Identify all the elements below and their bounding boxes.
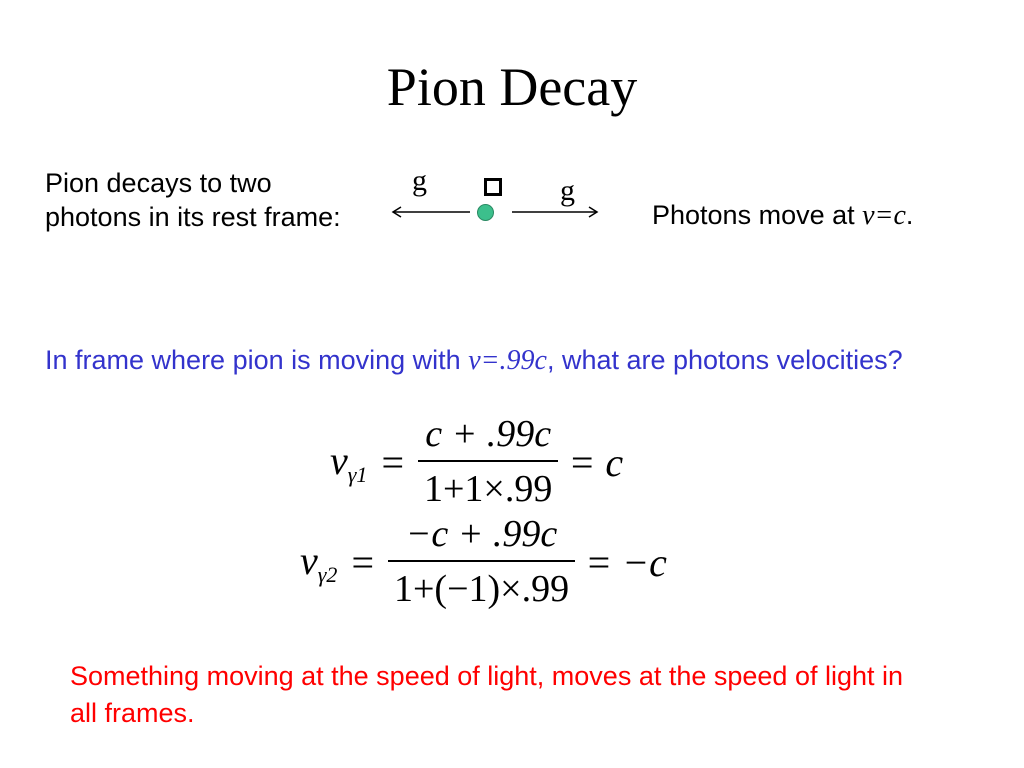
question-before: In frame where pion is moving with	[45, 345, 469, 375]
equation-2-variable: v	[300, 537, 318, 583]
pion-dot	[477, 204, 494, 221]
question-text	[45, 342, 985, 379]
equation-1-variable: v	[330, 437, 348, 483]
pion-box-symbol	[484, 178, 502, 196]
equation-2-result: = −c	[585, 539, 667, 585]
equation-2-fraction-bar	[388, 560, 575, 562]
equation-2-fraction	[388, 512, 575, 612]
equation-1-numerator: c + .99c	[425, 413, 552, 455]
equation-gamma2	[300, 512, 667, 612]
equation-1-subscript: γ1	[347, 461, 368, 487]
right-arrow-icon	[512, 205, 600, 219]
slide-title: Pion Decay	[386, 57, 638, 117]
photons-speed-suffix: .	[905, 200, 914, 230]
photons-speed-prefix: Photons move at	[652, 200, 863, 230]
equation-2-lhs	[300, 537, 337, 588]
equation-gamma1	[330, 412, 623, 512]
conclusion-text: Something moving at the speed of light, moves at the speed of light in all frames.	[70, 661, 904, 728]
equation-1-fraction-bar	[418, 460, 558, 462]
gamma-left-label: g	[412, 164, 427, 197]
intro-text: Pion decays to two photons in its rest frame:	[45, 168, 341, 232]
question-after: , what are photons velocities?	[546, 345, 903, 375]
equation-1-fraction	[418, 412, 558, 512]
equation-1-lhs	[330, 437, 367, 488]
equation-2-equals: =	[351, 539, 374, 585]
photons-speed-formula: v=c	[862, 200, 906, 231]
equation-2-denominator: 1+(−1)×.99	[394, 568, 570, 610]
equation-1-result: = c	[568, 439, 624, 485]
photons-speed-text	[652, 198, 913, 233]
equation-2-subscript: γ2	[317, 561, 338, 587]
gamma-right-label: g	[560, 174, 575, 207]
left-arrow-icon	[390, 205, 470, 219]
equation-1-denominator: 1+1×.99	[424, 468, 553, 510]
equation-2-numerator: −c + .99c	[405, 513, 558, 555]
equation-1-equals: =	[381, 439, 404, 485]
question-formula: v=.99c	[468, 345, 547, 376]
